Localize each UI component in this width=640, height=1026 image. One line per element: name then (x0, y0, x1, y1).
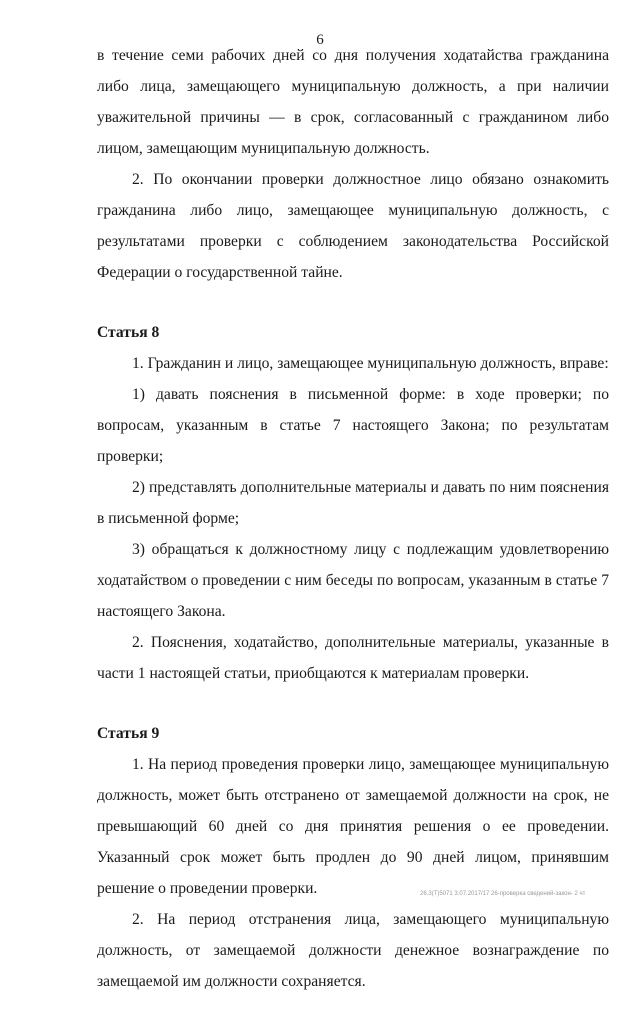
article-8-paragraph-1: 1. Гражданин и лицо, замещающее муниципальную должность, вправе: (132, 355, 609, 372)
article-8-paragraph-3: 2) представлять дополнительные материалы и давать по ним пояснения в письменной форме; (97, 479, 609, 527)
article-8-paragraph-4: 3) обращаться к должностному лицу с подлежащим удовлетворению ходатайством о проведении с ним беседы по вопросам, указанным в статье 7 настоящего Закона. (97, 541, 609, 620)
article-8 (97, 317, 609, 689)
intro-section (97, 40, 609, 288)
article-8-paragraph-2: 1) давать пояснения в письменной форме: в ходе проверки; по вопросам, указанным в статье 7 настоящего Закона; по результатам проверки; (97, 386, 609, 465)
document-footer-code: 26.3(Т)5071 3.07.2017/17 26-проверка сведений-закон- 2 чт (420, 891, 586, 897)
document-body (97, 40, 609, 1026)
article-8-paragraph-5: 2. Пояснения, ходатайство, дополнительные материалы, указанные в части 1 настоящей статьи, приобщаются к материалам проверки. (97, 634, 609, 682)
article-9-heading: Статья 9 (97, 725, 160, 742)
article-9 (97, 718, 609, 997)
article-9-paragraph-2: 2. На период отстранения лица, замещающего муниципальную должность, от замещаемой должности денежное вознаграждение по замещаемой им должности сохраняется. (97, 911, 609, 990)
intro-paragraph-2: 2. По окончании проверки должностное лицо обязано ознакомить гражданина либо лицо, замещающее муниципальную должность, с результатами проверки с соблюдением законодательства Российской Федерации о государственной тайне. (97, 171, 609, 281)
intro-paragraph-1: в течение семи рабочих дней со дня получения ходатайства гражданина либо лица, замещающего муниципальную должность, а при наличии уважительной причины — в срок, согласованный с гражданином либо лицом, замещающим муниципальную должность. (97, 47, 609, 157)
article-8-heading: Статья 8 (97, 324, 160, 341)
page-number: 6 (316, 32, 324, 48)
article-9-paragraph-1: 1. На период проведения проверки лицо, замещающее муниципальную должность, может быть отстранено от замещаемой должности на срок, не превышающий 60 дней со дня принятия решения о ее проведении. Указанный срок может быть продлен до 90 дней лицом, принявшим решение о проведении проверки. (97, 756, 609, 897)
